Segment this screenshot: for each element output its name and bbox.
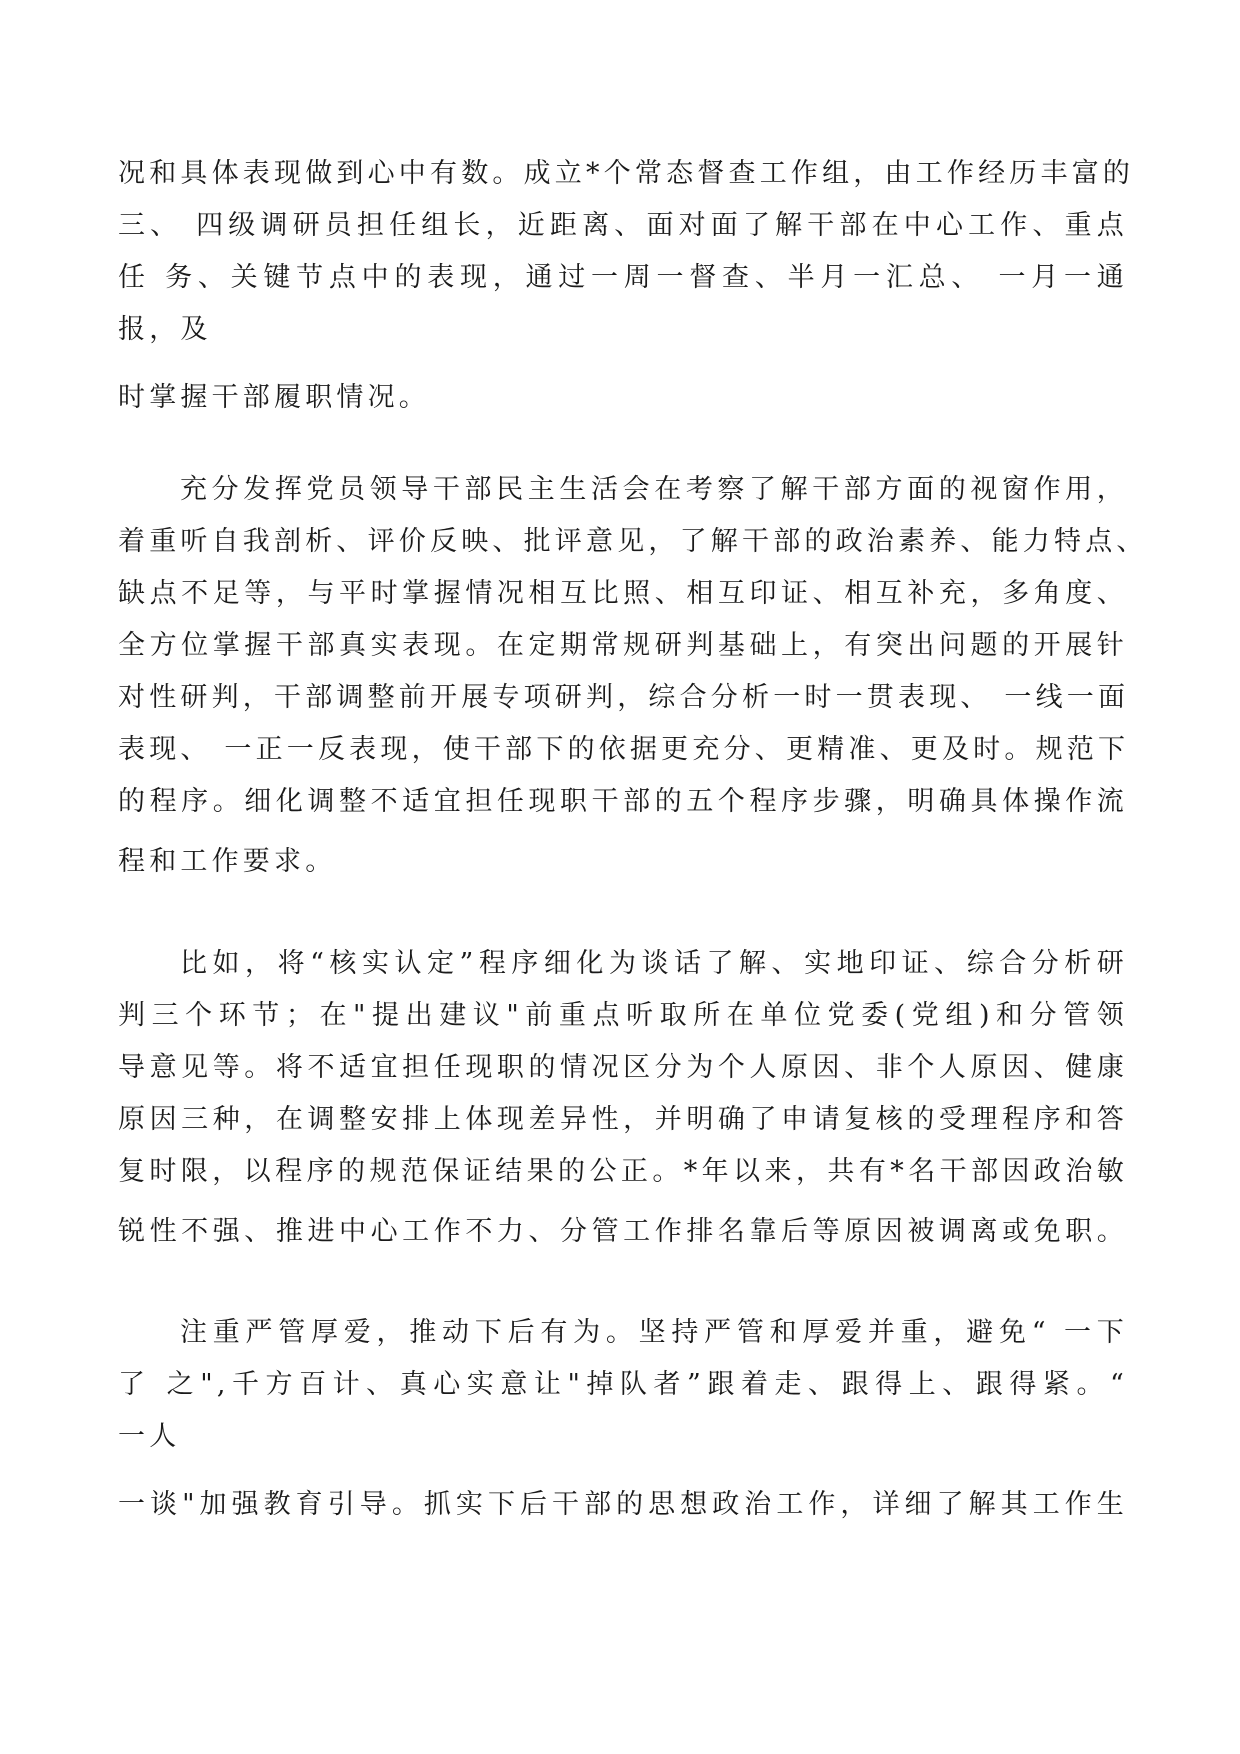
- text-line: 缺点不足等，与平时掌握情况相互比照、相互印证、相互补充，多角度、: [118, 578, 1128, 609]
- text-line: 注重严管厚爱，推动下后有为。坚持严管和厚爱并重，避免“ 一下: [180, 1317, 1128, 1348]
- text-line: 报，及: [118, 314, 212, 345]
- text-line: 全方位掌握干部真实表现。在定期常规研判基础上，有突出问题的开展针: [118, 630, 1128, 661]
- text-line: 判三个环节；在"提出建议"前重点听取所在单位党委(党组)和分管领: [118, 1000, 1128, 1031]
- text-line: 表现、 一正一反表现，使干部下的依据更充分、更精准、更及时。规范下: [118, 734, 1130, 765]
- text-line: 比如，将“核实认定”程序细化为谈话了解、实地印证、综合分析研: [180, 948, 1128, 979]
- text-line: 况和具体表现做到心中有数。成立*个常态督查工作组，由工作经历丰富的: [118, 158, 1135, 189]
- text-line: 三、 四级调研员担任组长，近距离、面对面了解干部在中心工作、重点: [118, 210, 1128, 241]
- text-line: 时掌握干部履职情况。: [118, 382, 430, 413]
- text-line: 程和工作要求。: [118, 846, 337, 877]
- text-line: 任 务、关键节点中的表现，通过一周一督查、半月一汇总、 一月一通: [118, 262, 1128, 293]
- text-line: 导意见等。将不适宜担任现职的情况区分为个人原因、非个人原因、健康: [118, 1052, 1128, 1083]
- text-line: 对性研判，干部调整前开展专项研判，综合分析一时一贯表现、 一线一面: [118, 682, 1130, 713]
- text-line: 了 之",千方百计、真心实意让"掉队者”跟着走、跟得上、跟得紧。“: [118, 1369, 1128, 1400]
- text-line: 着重听自我剖析、评价反映、批评意见，了解干部的政治素养、能力特点、: [118, 526, 1148, 557]
- text-line: 一谈"加强教育引导。抓实下后干部的思想政治工作，详细了解其工作生: [118, 1489, 1128, 1520]
- text-line: 一人: [118, 1421, 181, 1452]
- text-line: 充分发挥党员领导干部民主生活会在考察了解干部方面的视窗作用，: [180, 474, 1128, 505]
- text-line: 原因三种，在调整安排上体现差异性，并明确了申请复核的受理程序和答: [118, 1104, 1128, 1135]
- text-line: 锐性不强、推进中心工作不力、分管工作排名靠后等原因被调离或免职。: [118, 1216, 1128, 1247]
- text-line: 的程序。细化调整不适宜担任现职干部的五个程序步骤，明确具体操作流: [118, 786, 1128, 817]
- text-line: 复时限，以程序的规范保证结果的公正。*年以来，共有*名干部因政治敏: [118, 1156, 1128, 1187]
